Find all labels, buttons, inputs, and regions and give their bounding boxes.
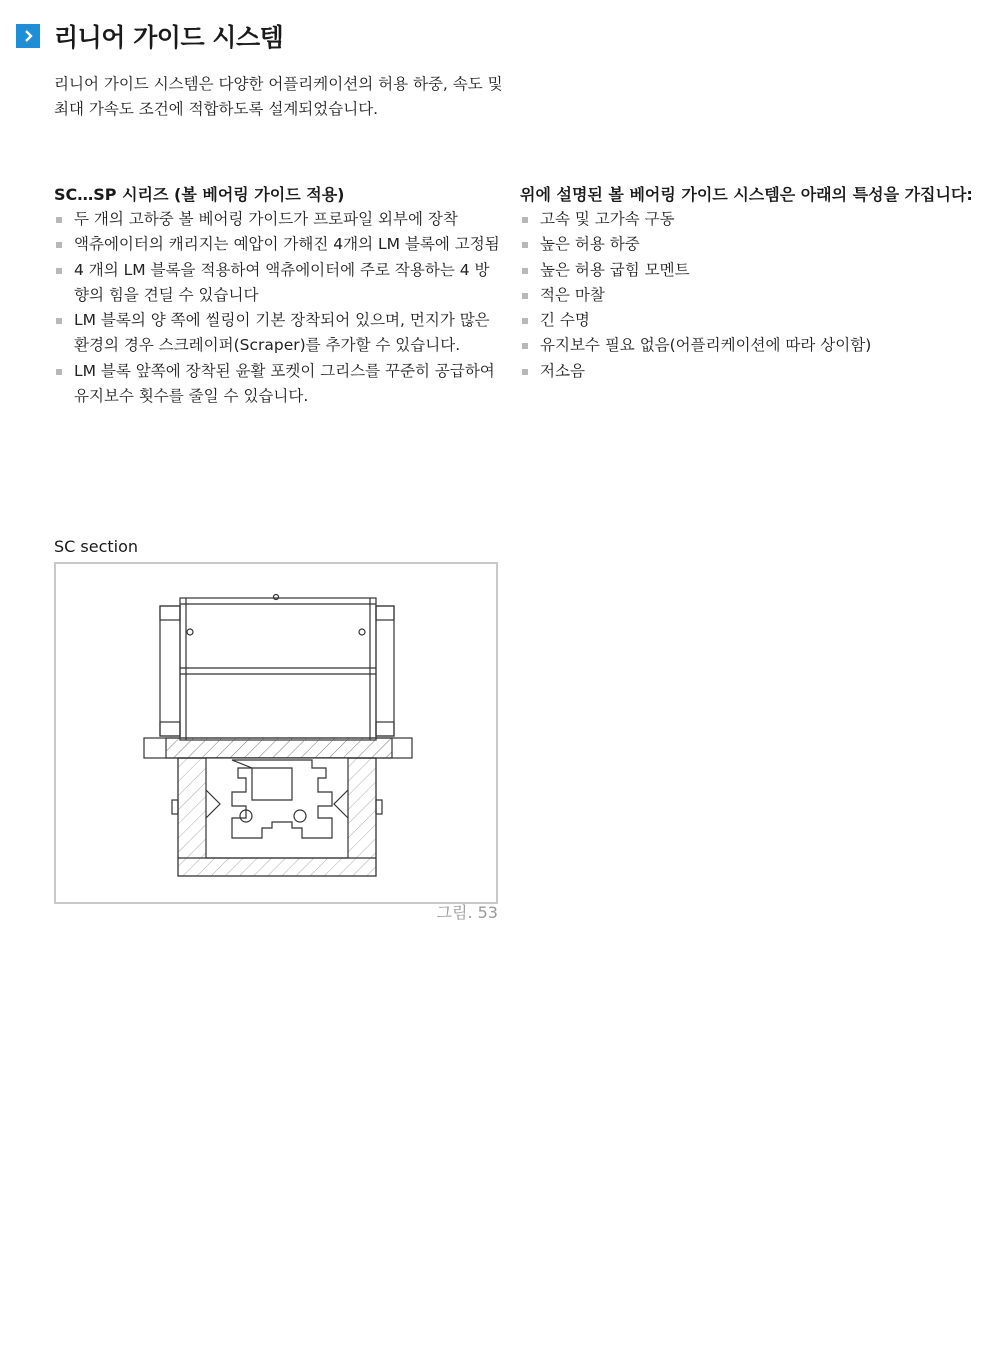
right-bullet-list (520, 207, 980, 384)
figure-caption: 그림. 53 (436, 903, 498, 922)
bullet-square-icon (56, 268, 62, 274)
list-item: 긴 수명 (520, 308, 980, 333)
intro-paragraph: 리니어 가이드 시스템은 다양한 어플리케이션의 허용 하중, 속도 및 최대 가속도 조건에 적합하도록 설계되었습니다. (54, 75, 503, 118)
right-column (520, 182, 980, 384)
list-item: 유지보수 필요 없음(어플리케이션에 따라 상이함) (520, 333, 980, 358)
list-item: 액츄에이터의 캐리지는 예압이 가해진 4개의 LM 블록에 고정됨 (54, 232, 502, 257)
bullet-square-icon (522, 343, 528, 349)
left-column-title: SC…SP 시리즈 (볼 베어링 가이드 적용) (54, 185, 345, 204)
bullet-square-icon (56, 217, 62, 223)
left-bullet-list (54, 207, 502, 409)
bullet-square-icon (522, 217, 528, 223)
list-item: 고속 및 고가속 구동 (520, 207, 980, 232)
list-item: 높은 허용 하중 (520, 232, 980, 257)
bullet-square-icon (522, 318, 528, 324)
bullet-square-icon (522, 293, 528, 299)
figure-frame (54, 562, 498, 904)
chevron-right-icon (16, 24, 40, 48)
bullet-square-icon (56, 318, 62, 324)
list-item: LM 블록의 양 쪽에 씰링이 기본 장착되어 있으며, 먼지가 많은 환경의 경우 스크레이퍼(Scraper)를 추가할 수 있습니다. (54, 308, 502, 359)
list-item: 적은 마찰 (520, 283, 980, 308)
section-header (16, 18, 283, 54)
list-item: 두 개의 고하중 볼 베어링 가이드가 프로파일 외부에 장착 (54, 207, 502, 232)
bullet-square-icon (522, 369, 528, 375)
sc-section-drawing (56, 564, 496, 902)
bullet-square-icon (522, 242, 528, 248)
list-item: 저소음 (520, 359, 980, 384)
bullet-square-icon (522, 268, 528, 274)
page-title: 리니어 가이드 시스템 (54, 23, 284, 52)
figure-label: SC section (54, 537, 139, 556)
list-item: 4 개의 LM 블록을 적용하여 액츄에이터에 주로 작용하는 4 방향의 힘을 견딜 수 있습니다 (54, 258, 502, 309)
bullet-square-icon (56, 369, 62, 375)
list-item: 높은 허용 굽힘 모멘트 (520, 258, 980, 283)
bullet-square-icon (56, 242, 62, 248)
left-column (54, 182, 502, 409)
right-column-title: 위에 설명된 볼 베어링 가이드 시스템은 아래의 특성을 가집니다: (520, 185, 973, 204)
list-item: LM 블록 앞쪽에 장착된 윤활 포켓이 그리스를 꾸준히 공급하여 유지보수 횟수를 줄일 수 있습니다. (54, 359, 502, 410)
